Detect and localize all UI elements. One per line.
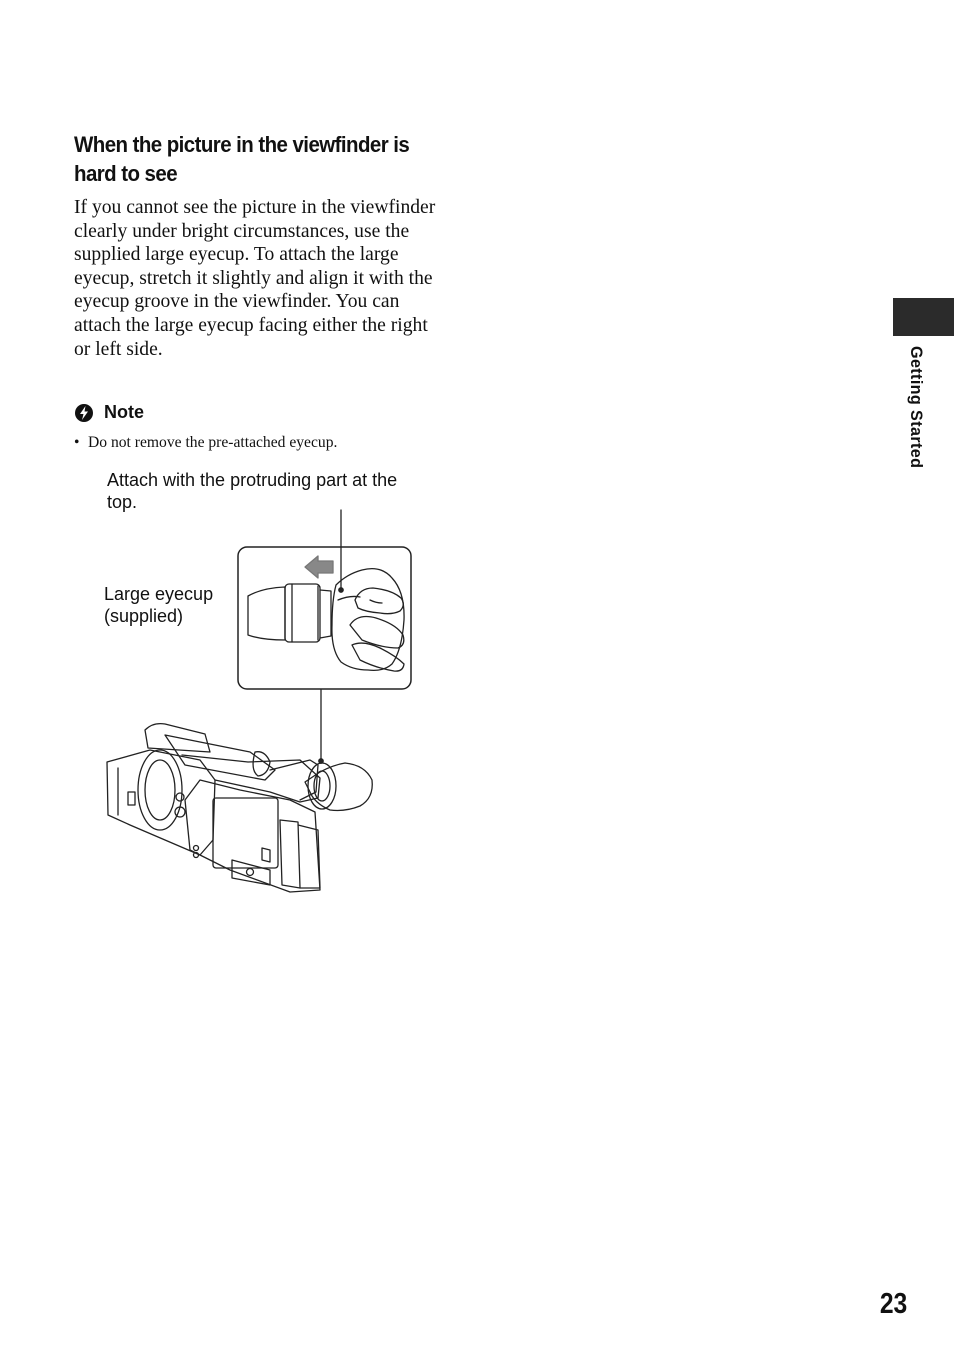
- camcorder-icon: [107, 724, 372, 892]
- arrow-left-icon: [305, 556, 333, 578]
- note-icon: [74, 403, 94, 423]
- note-header: [74, 402, 144, 423]
- page-number: 23: [879, 1288, 907, 1320]
- section-heading: When the picture in the viewfinder is hard to see: [74, 132, 410, 186]
- section-body: If you cannot see the picture in the viewfinder clearly under bright circumstances, use the supplied large eyecup. To attach the large eyecup, stretch it slightly and align it with the eyecup groove in the viewfinder. You can attach the large eyecup facing either the right or left side.: [74, 197, 436, 360]
- note-item: [74, 433, 434, 453]
- note-title: Note: [104, 402, 144, 422]
- callout-protruding-part: Attach with the protruding part at the top.: [107, 470, 398, 512]
- callout-large-eyecup: Large eyecup (supplied): [104, 584, 214, 626]
- section-tab: [893, 298, 954, 336]
- section-tab-label: Getting Started: [907, 346, 926, 469]
- detail-box: [238, 547, 411, 689]
- bullet: •: [74, 434, 80, 451]
- note-item-text: Do not remove the pre-attached eyecup.: [88, 434, 338, 451]
